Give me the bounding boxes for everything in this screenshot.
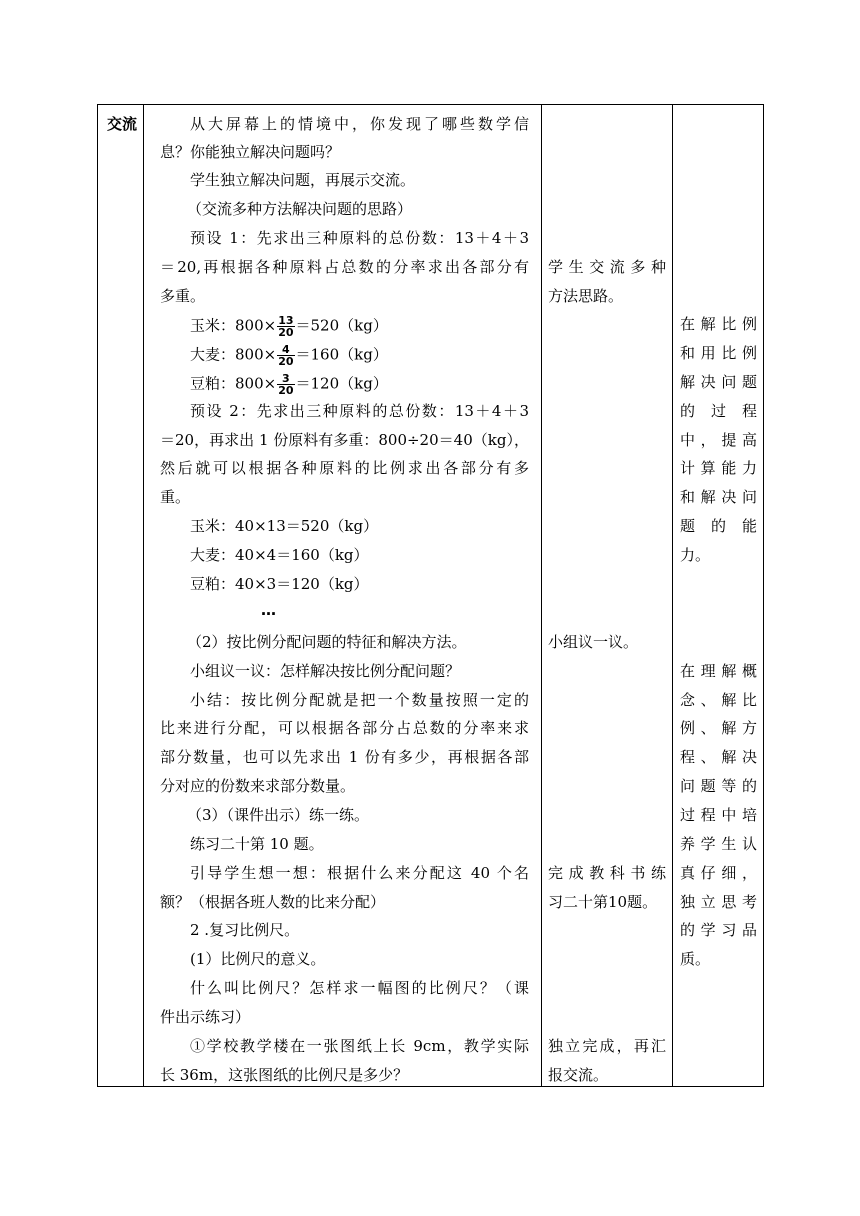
content-line: 长 36m，这张图纸的比例尺是多少？ — [160, 1066, 409, 1084]
activity-line: 完成教科书练 — [548, 864, 666, 882]
content-line: ＝20,再根据各种原料占总数的分率求出各部分有 — [160, 258, 529, 276]
activity-line: 报交流。 — [548, 1066, 609, 1084]
calc-prefix: 大麦：800× — [190, 345, 277, 364]
calc-line: 大麦：40×4＝160（kg） — [190, 546, 369, 564]
calc-line — [190, 373, 388, 396]
content-line: 重。 — [160, 488, 191, 506]
fraction-denominator: 20 — [278, 384, 294, 397]
intent-line: 力。 — [680, 546, 711, 564]
intent-line: 和用比例 — [680, 344, 757, 362]
fraction-numerator: 4 — [277, 344, 294, 356]
activity-line: 习二十第10题。 — [548, 893, 658, 911]
intent-line: 和解决问 — [680, 488, 757, 506]
content-line: （2）按比例分配问题的特征和解决方法。 — [187, 633, 467, 651]
calc-prefix: 豆粕：800× — [190, 374, 277, 393]
content-line: ＝20，再求出 1 份原料有多重：800÷20＝40（kg）， — [160, 431, 529, 449]
content-line: 息？你能独立解决问题吗？ — [160, 143, 341, 161]
content-line: 多重。 — [160, 287, 206, 305]
content-line: 小组议一议：怎样解决按比例分配问题？ — [190, 662, 461, 680]
intent-line: 过程中培 — [680, 806, 757, 824]
content-line: 练习二十第 10 题。 — [190, 835, 324, 853]
intent-line: 问题等的 — [680, 777, 757, 795]
intent-line: 计算能力 — [680, 459, 757, 477]
calc-result: ＝120（kg） — [295, 374, 388, 393]
content-line: 2 .复习比例尺。 — [190, 921, 300, 939]
content-line: 从大屏幕上的情境中，你发现了哪些数学信 — [190, 115, 529, 133]
calc-line — [190, 344, 388, 367]
content-line: 分对应的份数来求部分数量。 — [160, 777, 356, 795]
content-line: 部分数量，也可以先求出 1 份有多少，再根据各部 — [160, 748, 529, 766]
calc-line: 玉米：40×13＝520（kg） — [190, 517, 379, 535]
intent-line: 真仔细， — [680, 864, 757, 882]
calc-prefix: 玉米：800× — [190, 316, 277, 335]
column-divider — [143, 105, 144, 1086]
fraction-denominator: 20 — [278, 326, 294, 339]
intent-line: 念、解比 — [680, 691, 757, 709]
fraction-numerator: 13 — [278, 314, 294, 327]
activity-line: 小组议一议。 — [548, 633, 639, 651]
column-divider — [672, 105, 673, 1086]
ellipsis: … — [261, 601, 276, 619]
intent-line: 养学生认 — [680, 835, 757, 853]
intent-line: 例、解方 — [680, 719, 757, 737]
intent-line: 的 过 程 — [680, 402, 757, 420]
activity-line: 学生交流多种 — [548, 258, 666, 276]
fraction-numerator: 3 — [277, 373, 294, 385]
lesson-table — [97, 104, 764, 1087]
intent-line: 解决问题 — [680, 373, 757, 391]
intent-line: 独立思考 — [680, 893, 757, 911]
fraction — [277, 373, 294, 396]
activity-line: 方法思路。 — [548, 287, 624, 305]
calc-result: ＝160（kg） — [295, 345, 388, 364]
content-line: 然后就可以根据各种原料的比例求出各部分有多 — [160, 459, 529, 477]
content-line: 什么叫比例尺？怎样求一幅图的比例尺？（课 — [190, 979, 529, 997]
content-line: ①学校教学楼在一张图纸上长 9cm，教学实际 — [190, 1037, 529, 1055]
column-divider — [541, 105, 542, 1086]
content-line: 预设 1：先求出三种原料的总份数：13＋4＋3 — [190, 229, 529, 247]
activity-line: 独立完成，再汇 — [548, 1037, 666, 1055]
content-line: （交流多种方法解决问题的思路） — [187, 200, 413, 218]
content-line: 小结：按比例分配就是把一个数量按照一定的 — [190, 691, 529, 709]
calc-line: 豆粕：40×3＝120（kg） — [190, 575, 369, 593]
intent-line: 质。 — [680, 950, 711, 968]
content-line: 学生独立解决问题，再展示交流。 — [190, 171, 416, 189]
intent-line: 在解比例 — [680, 315, 757, 333]
content-line: 预设 2：先求出三种原料的总份数：13＋4＋3 — [190, 402, 529, 420]
section-label: 交流 — [107, 115, 138, 133]
content-line: 件出示练习） — [160, 1008, 251, 1026]
fraction — [277, 344, 294, 367]
content-line: 引导学生想一想：根据什么来分配这 40 个名 — [190, 864, 529, 882]
content-line: 比来进行分配，可以根据各部分占总数的分率来求 — [160, 719, 529, 737]
content-line: 额？（根据各班人数的比来分配） — [160, 893, 386, 911]
intent-line: 中，提高 — [680, 431, 757, 449]
fraction — [277, 315, 294, 338]
intent-line: 的学习品 — [680, 921, 757, 939]
intent-line: 程、解决 — [680, 748, 757, 766]
intent-line: 在理解概 — [680, 662, 757, 680]
content-line: （3）（课件出示）练一练。 — [187, 806, 370, 824]
intent-line: 题 的 能 — [680, 517, 757, 535]
content-line: (1）比例尺的意义。 — [190, 950, 326, 968]
calc-result: ＝520（kg） — [295, 316, 388, 335]
fraction-denominator: 20 — [278, 355, 294, 368]
calc-line — [190, 315, 388, 338]
